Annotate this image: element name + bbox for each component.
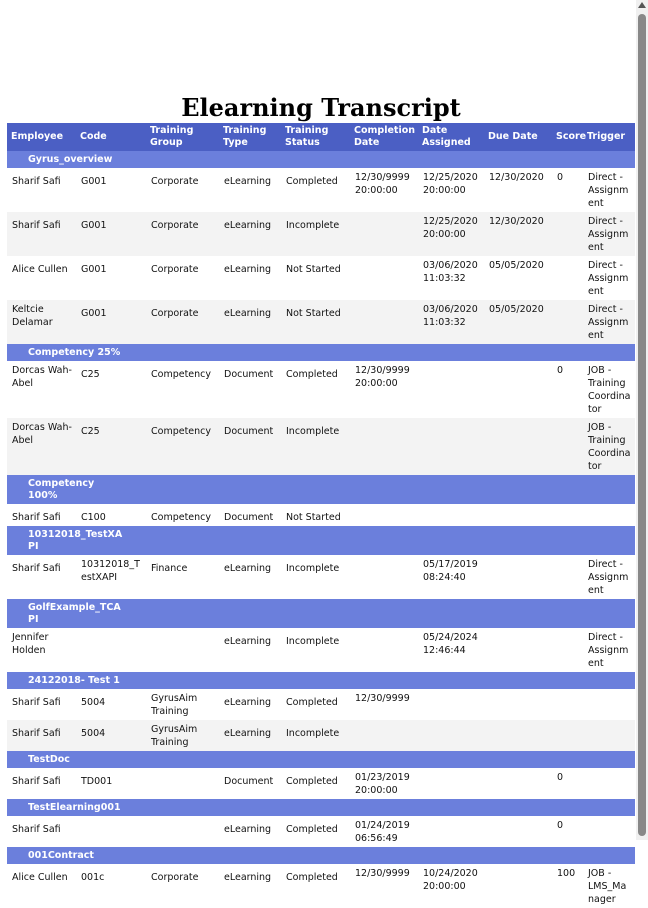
cell-training-type: Document — [219, 504, 281, 526]
group-label — [7, 344, 635, 361]
cell-due-date: 12/30/2020 — [484, 168, 552, 212]
cell-training-group: Competency — [146, 504, 219, 526]
group-name: 001Contract — [28, 850, 94, 861]
group-name: GolfExample_TCAPI — [28, 602, 121, 625]
cell-date-assigned — [418, 418, 484, 475]
cell-training-status: Incomplete — [281, 628, 350, 672]
cell-completion-date: 01/24/2019 06:56:49 — [350, 816, 418, 847]
table-row — [7, 555, 635, 599]
cell-training-group — [146, 628, 219, 672]
cell-code: 001c — [76, 864, 146, 908]
table-row — [7, 212, 635, 256]
group-label — [7, 847, 635, 864]
table-row — [7, 418, 635, 475]
transcript-table — [7, 123, 635, 908]
cell-training-type: eLearning — [219, 300, 281, 344]
cell-code — [76, 628, 146, 672]
table-row — [7, 864, 635, 908]
cell-training-status: Completed — [281, 361, 350, 418]
cell-trigger: Direct - Assignment — [583, 628, 635, 672]
cell-score: 100 — [552, 864, 583, 908]
col-date-assigned: Date Assigned — [418, 123, 484, 151]
group-row — [7, 475, 635, 504]
cell-training-type: eLearning — [219, 689, 281, 720]
cell-trigger: JOB - Training Coordinator — [583, 361, 635, 418]
cell-trigger: Direct - Assignment — [583, 212, 635, 256]
cell-score — [552, 300, 583, 344]
table-row — [7, 816, 635, 847]
cell-trigger — [583, 720, 635, 751]
group-name: Competency 100% — [28, 478, 95, 501]
cell-employee: Keltcie Delamar — [7, 300, 76, 344]
header-row — [7, 123, 635, 151]
table-row — [7, 256, 635, 300]
group-row — [7, 599, 635, 628]
cell-completion-date — [350, 628, 418, 672]
cell-trigger — [583, 689, 635, 720]
cell-date-assigned: 03/06/2020 11:03:32 — [418, 300, 484, 344]
cell-training-type: eLearning — [219, 816, 281, 847]
cell-date-assigned: 12/25/2020 20:00:00 — [418, 168, 484, 212]
cell-due-date — [484, 864, 552, 908]
group-row — [7, 151, 635, 168]
cell-training-type: eLearning — [219, 256, 281, 300]
cell-training-type: Document — [219, 361, 281, 418]
cell-training-group: Competency — [146, 418, 219, 475]
cell-training-type: eLearning — [219, 168, 281, 212]
group-name: Competency 25% — [28, 347, 121, 358]
cell-due-date — [484, 689, 552, 720]
cell-employee: Dorcas Wah-Abel — [7, 361, 76, 418]
cell-employee: Sharif Safi — [7, 768, 76, 799]
cell-due-date — [484, 628, 552, 672]
col-due-date: Due Date — [484, 123, 552, 151]
group-label — [7, 799, 635, 816]
cell-training-type: eLearning — [219, 555, 281, 599]
cell-code: 10312018_TestXAPI — [76, 555, 146, 599]
cell-score: 0 — [552, 361, 583, 418]
cell-training-status: Not Started — [281, 300, 350, 344]
scroll-up-arrow-icon[interactable] — [638, 2, 646, 8]
cell-score — [552, 628, 583, 672]
group-row — [7, 344, 635, 361]
group-name: Gyrus_overview — [28, 154, 113, 165]
cell-training-status: Incomplete — [281, 720, 350, 751]
cell-training-status: Incomplete — [281, 212, 350, 256]
cell-code: 5004 — [76, 689, 146, 720]
cell-trigger: Direct - Assignment — [583, 256, 635, 300]
cell-employee: Sharif Safi — [7, 555, 76, 599]
col-trigger: Trigger — [583, 123, 635, 151]
col-employee: Employee — [7, 123, 76, 151]
cell-trigger: Direct - Assignment — [583, 555, 635, 599]
cell-date-assigned — [418, 720, 484, 751]
cell-score — [552, 256, 583, 300]
cell-score — [552, 212, 583, 256]
group-label — [7, 672, 635, 689]
cell-training-group: Corporate — [146, 864, 219, 908]
cell-code: 5004 — [76, 720, 146, 751]
cell-employee: Alice Cullen — [7, 864, 76, 908]
table-row — [7, 168, 635, 212]
cell-completion-date: 12/30/9999 20:00:00 — [350, 361, 418, 418]
cell-due-date: 12/30/2020 — [484, 212, 552, 256]
cell-employee: Sharif Safi — [7, 720, 76, 751]
cell-completion-date — [350, 418, 418, 475]
cell-training-status: Completed — [281, 168, 350, 212]
cell-date-assigned: 12/25/2020 20:00:00 — [418, 212, 484, 256]
cell-completion-date — [350, 256, 418, 300]
cell-training-type: eLearning — [219, 720, 281, 751]
cell-training-group: Finance — [146, 555, 219, 599]
table-row — [7, 504, 635, 526]
group-row — [7, 526, 635, 555]
col-completion-date: Completion Date — [350, 123, 418, 151]
cell-training-status: Completed — [281, 768, 350, 799]
cell-due-date — [484, 720, 552, 751]
cell-date-assigned — [418, 504, 484, 526]
table-row — [7, 628, 635, 672]
cell-score: 0 — [552, 768, 583, 799]
cell-training-group: GyrusAim Training — [146, 720, 219, 751]
cell-trigger: JOB - LMS_Manager — [583, 864, 635, 908]
cell-completion-date: 12/30/9999 — [350, 864, 418, 908]
cell-training-group: Corporate — [146, 168, 219, 212]
cell-employee: Dorcas Wah-Abel — [7, 418, 76, 475]
cell-completion-date — [350, 212, 418, 256]
scroll-thumb[interactable] — [638, 14, 646, 836]
col-training-status: Training Status — [281, 123, 350, 151]
cell-training-status: Incomplete — [281, 555, 350, 599]
cell-training-status: Incomplete — [281, 418, 350, 475]
cell-completion-date: 12/30/9999 — [350, 689, 418, 720]
group-label — [7, 599, 635, 628]
group-row — [7, 847, 635, 864]
cell-training-status: Completed — [281, 864, 350, 908]
cell-due-date — [484, 816, 552, 847]
group-label — [7, 526, 635, 555]
cell-score — [552, 504, 583, 526]
cell-date-assigned — [418, 689, 484, 720]
cell-training-status: Not Started — [281, 256, 350, 300]
cell-training-group: Corporate — [146, 256, 219, 300]
cell-score — [552, 689, 583, 720]
cell-due-date: 05/05/2020 — [484, 300, 552, 344]
group-row — [7, 751, 635, 768]
col-score: Score — [552, 123, 583, 151]
report-title: Elearning Transcript — [181, 93, 461, 122]
cell-date-assigned: 05/17/2019 08:24:40 — [418, 555, 484, 599]
cell-trigger — [583, 816, 635, 847]
cell-employee: Sharif Safi — [7, 504, 76, 526]
cell-completion-date — [350, 504, 418, 526]
cell-code: C25 — [76, 418, 146, 475]
cell-training-status: Completed — [281, 816, 350, 847]
cell-training-group: GyrusAim Training — [146, 689, 219, 720]
cell-training-type: Document — [219, 768, 281, 799]
cell-date-assigned: 03/06/2020 11:03:32 — [418, 256, 484, 300]
group-name: TestDoc — [28, 754, 70, 765]
col-code: Code — [76, 123, 146, 151]
vertical-scrollbar[interactable] — [636, 0, 648, 840]
cell-employee: Sharif Safi — [7, 689, 76, 720]
cell-due-date — [484, 361, 552, 418]
cell-code: G001 — [76, 212, 146, 256]
group-name: 10312018_TestXAPI — [28, 529, 123, 552]
cell-due-date — [484, 768, 552, 799]
cell-score: 0 — [552, 168, 583, 212]
table-row — [7, 361, 635, 418]
cell-date-assigned: 05/24/2024 12:46:44 — [418, 628, 484, 672]
cell-employee: Sharif Safi — [7, 168, 76, 212]
cell-training-group: Corporate — [146, 300, 219, 344]
cell-score — [552, 418, 583, 475]
cell-due-date — [484, 418, 552, 475]
cell-completion-date: 12/30/9999 20:00:00 — [350, 168, 418, 212]
transcript-body — [7, 151, 635, 908]
cell-due-date — [484, 504, 552, 526]
cell-code: TD001 — [76, 768, 146, 799]
cell-employee: Jennifer Holden — [7, 628, 76, 672]
cell-training-group — [146, 816, 219, 847]
cell-employee: Sharif Safi — [7, 816, 76, 847]
group-label — [7, 751, 635, 768]
cell-training-type: eLearning — [219, 212, 281, 256]
cell-date-assigned — [418, 361, 484, 418]
cell-training-status: Not Started — [281, 504, 350, 526]
cell-completion-date — [350, 555, 418, 599]
table-row — [7, 689, 635, 720]
group-label — [7, 475, 635, 504]
cell-code — [76, 816, 146, 847]
cell-code: G001 — [76, 300, 146, 344]
cell-score — [552, 720, 583, 751]
cell-code: C100 — [76, 504, 146, 526]
transcript-page — [7, 0, 635, 908]
cell-score — [552, 555, 583, 599]
cell-due-date — [484, 555, 552, 599]
cell-due-date: 05/05/2020 — [484, 256, 552, 300]
cell-code: G001 — [76, 168, 146, 212]
group-label — [7, 151, 635, 168]
cell-completion-date — [350, 720, 418, 751]
cell-trigger: JOB - Training Coordinator — [583, 418, 635, 475]
table-row — [7, 768, 635, 799]
cell-completion-date: 01/23/2019 20:00:00 — [350, 768, 418, 799]
group-name: 24122018- Test 1 — [28, 675, 120, 686]
col-training-type: Training Type — [219, 123, 281, 151]
cell-training-type: eLearning — [219, 864, 281, 908]
cell-date-assigned: 10/24/2020 20:00:00 — [418, 864, 484, 908]
cell-date-assigned — [418, 816, 484, 847]
cell-code: C25 — [76, 361, 146, 418]
cell-training-group: Corporate — [146, 212, 219, 256]
cell-training-type: Document — [219, 418, 281, 475]
cell-employee: Sharif Safi — [7, 212, 76, 256]
cell-training-status: Completed — [281, 689, 350, 720]
cell-employee: Alice Cullen — [7, 256, 76, 300]
cell-completion-date — [350, 300, 418, 344]
table-row — [7, 720, 635, 751]
cell-trigger: Direct - Assignment — [583, 168, 635, 212]
cell-training-group — [146, 768, 219, 799]
group-name: TestElearning001 — [28, 802, 121, 813]
cell-trigger — [583, 768, 635, 799]
table-row — [7, 300, 635, 344]
cell-score: 0 — [552, 816, 583, 847]
cell-training-group: Competency — [146, 361, 219, 418]
cell-trigger: Direct - Assignment — [583, 300, 635, 344]
cell-trigger — [583, 504, 635, 526]
cell-code: G001 — [76, 256, 146, 300]
cell-date-assigned — [418, 768, 484, 799]
group-row — [7, 672, 635, 689]
cell-training-type: eLearning — [219, 628, 281, 672]
col-training-group: Training Group — [146, 123, 219, 151]
group-row — [7, 799, 635, 816]
